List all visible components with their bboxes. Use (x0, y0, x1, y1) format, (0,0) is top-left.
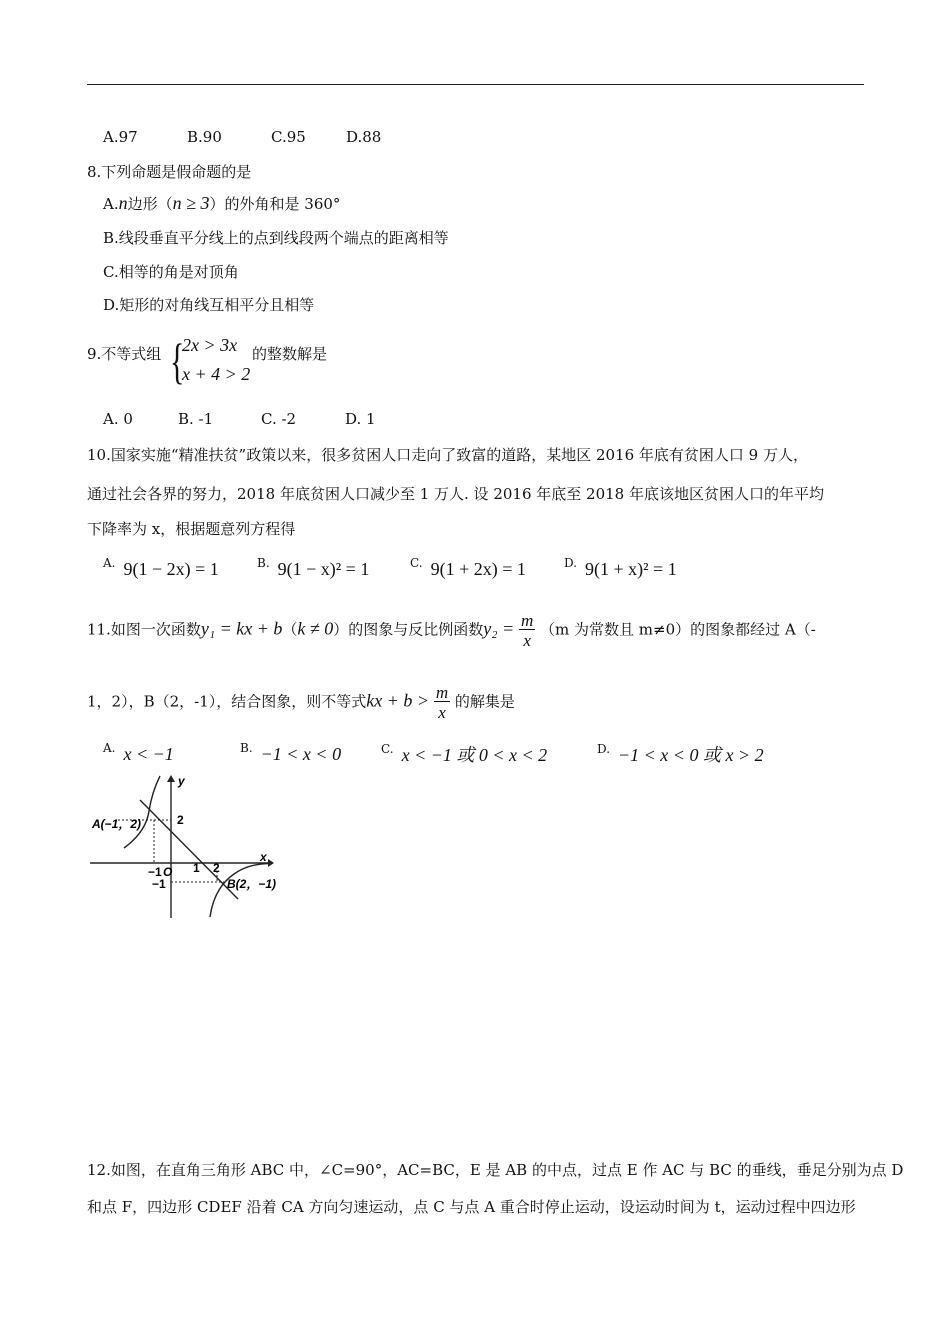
q10-d-expr: 9(1 + x)² = 1 (585, 559, 677, 579)
y-axis-arrow-icon (167, 775, 175, 782)
q7-options (103, 128, 381, 146)
y-axis-label: y (178, 774, 185, 788)
q9-option-a: A. 0 (103, 410, 133, 428)
q9-brace: { (170, 333, 185, 389)
q11-l2-a: 1，2），B（2，-1），结合图象，则不等式 (87, 692, 367, 711)
q11-l1-a: 11.如图一次函数 (87, 620, 201, 639)
q11-frac2 (434, 684, 450, 721)
q8-option-d: D.矩形的对角线互相平分且相等 (103, 296, 315, 314)
x-axis-arrow-icon (268, 859, 274, 867)
hyperbola-left-branch (124, 776, 160, 848)
q11-f2: y₂ = (483, 618, 515, 639)
q9-ineq2: x + 4 > 2 (182, 364, 251, 384)
q10-option-c (410, 556, 526, 580)
origin-label: O (163, 865, 173, 879)
q11-b-expr: −1 < x < 0 (260, 744, 342, 764)
header-rule (87, 84, 864, 85)
q11-option-c (381, 741, 547, 767)
q11-line1 (87, 612, 816, 649)
q10-c-expr: 9(1 + 2x) = 1 (430, 559, 526, 579)
q11-option-d (597, 741, 764, 767)
q8-option-b: B.线段垂直平分线上的点到线段两个端点的距离相等 (103, 229, 449, 247)
q11-option-a (103, 741, 174, 765)
q9-option-c: C. -2 (261, 410, 297, 428)
q9-stem: 9.不等式组 (87, 345, 162, 363)
q10-option-d (564, 556, 677, 580)
q9-options (103, 410, 376, 428)
q9-ineq1: 2x > 3x (182, 335, 238, 355)
q11-c-label: C. (381, 742, 394, 756)
q7-option-a: A.97 (103, 128, 138, 146)
q11-frac1-den: x (523, 631, 531, 650)
q8-a-cond: n ≥ 3 (172, 193, 210, 213)
q11-frac2-num: m (435, 683, 449, 702)
tick-neg1-x: −1 (148, 865, 162, 879)
q11-l1-b: （ (282, 620, 298, 639)
q11-l2-b: 的解集是 (454, 692, 515, 711)
q8-a-mid: 边形（ (127, 195, 173, 213)
q11-b-label: B. (240, 741, 253, 755)
q7-option-b: B.90 (187, 128, 222, 146)
q12-line2: 和点 F，四边形 CDEF 沿着 CA 方向匀速运动，点 C 与点 A 重合时停止运动，设运动时间为 t，运动过程中四边形 (87, 1198, 856, 1216)
q12-line1: 12.如图，在直角三角形 ABC 中，∠C=90°，AC=BC，E 是 AB 的中点，过点 E 作 AC 与 BC 的垂线，垂足分别为点 D (87, 1161, 904, 1179)
q11-d-expr: −1 < x < 0 或 x > 2 (618, 745, 764, 765)
q10-a-expr: 9(1 − 2x) = 1 (123, 559, 219, 579)
q11-option-b (240, 741, 341, 765)
q10-a-label: A. (103, 556, 116, 570)
tick-2-x: 2 (213, 861, 220, 875)
q10-option-a (103, 556, 219, 580)
q8-a-prefix: A. (103, 195, 119, 213)
tick-1-x: 1 (193, 861, 200, 875)
q11-a-label: A. (103, 741, 116, 755)
q8-a-n: n (118, 193, 128, 213)
q9-option-b: B. -1 (178, 410, 214, 428)
q11-d-label: D. (597, 742, 611, 756)
q11-f1: y₁ = kx + b (200, 618, 283, 639)
q9-tail: 的整数解是 (252, 345, 328, 363)
tick-neg1-y: −1 (152, 877, 166, 891)
q7-option-d: D.88 (346, 128, 382, 146)
q11-c-expr: x < −1 或 0 < x < 2 (401, 745, 548, 765)
q10-line2: 通过社会各界的努力，2018 年底贫困人口减少至 1 万人. 设 2016 年底至 2018 年底该地区贫困人口的年平均 (87, 485, 824, 503)
q10-b-label: B. (257, 556, 270, 570)
q11-k: k ≠ 0 (297, 618, 334, 639)
q10-option-b (257, 556, 369, 580)
q7-option-c: C.95 (271, 128, 306, 146)
point-a-label: A(−1，2) (92, 817, 142, 831)
q11-l2-f: kx + b > (366, 690, 430, 711)
q11-graph (88, 770, 288, 920)
q10-line1: 10.国家实施“精准扶贫”政策以来，很多贫困人口走向了致富的道路，某地区 2016 年底有贫困人口 9 万人， (87, 446, 808, 464)
q8-option-a (103, 193, 340, 214)
q11-l1-d: （m 为常数且 m≠0）的图象都经过 A（- (540, 620, 816, 639)
q10-d-label: D. (564, 556, 578, 570)
q11-frac1-num: m (520, 611, 534, 630)
q10-line3: 下降率为 x，根据题意列方程得 (87, 520, 296, 538)
q11-frac1 (519, 612, 535, 649)
q11-a-expr: x < −1 (123, 744, 174, 764)
q11-line2 (87, 684, 515, 721)
tick-2-y: 2 (177, 813, 184, 827)
q8-option-c: C.相等的角是对顶角 (103, 263, 239, 281)
q10-b-expr: 9(1 − x)² = 1 (277, 559, 370, 579)
q10-c-label: C. (410, 556, 423, 570)
x-axis-label: x (260, 850, 267, 864)
point-b-label: B(2，−1) (227, 877, 277, 891)
q8-a-suffix: ）的外角和是 360° (209, 195, 341, 213)
q11-l1-c: ）的图象与反比例函数 (333, 620, 484, 639)
q8-stem: 8.下列命题是假命题的是 (87, 163, 252, 181)
q11-frac2-den: x (438, 703, 446, 722)
q9-option-d: D. 1 (345, 410, 376, 428)
